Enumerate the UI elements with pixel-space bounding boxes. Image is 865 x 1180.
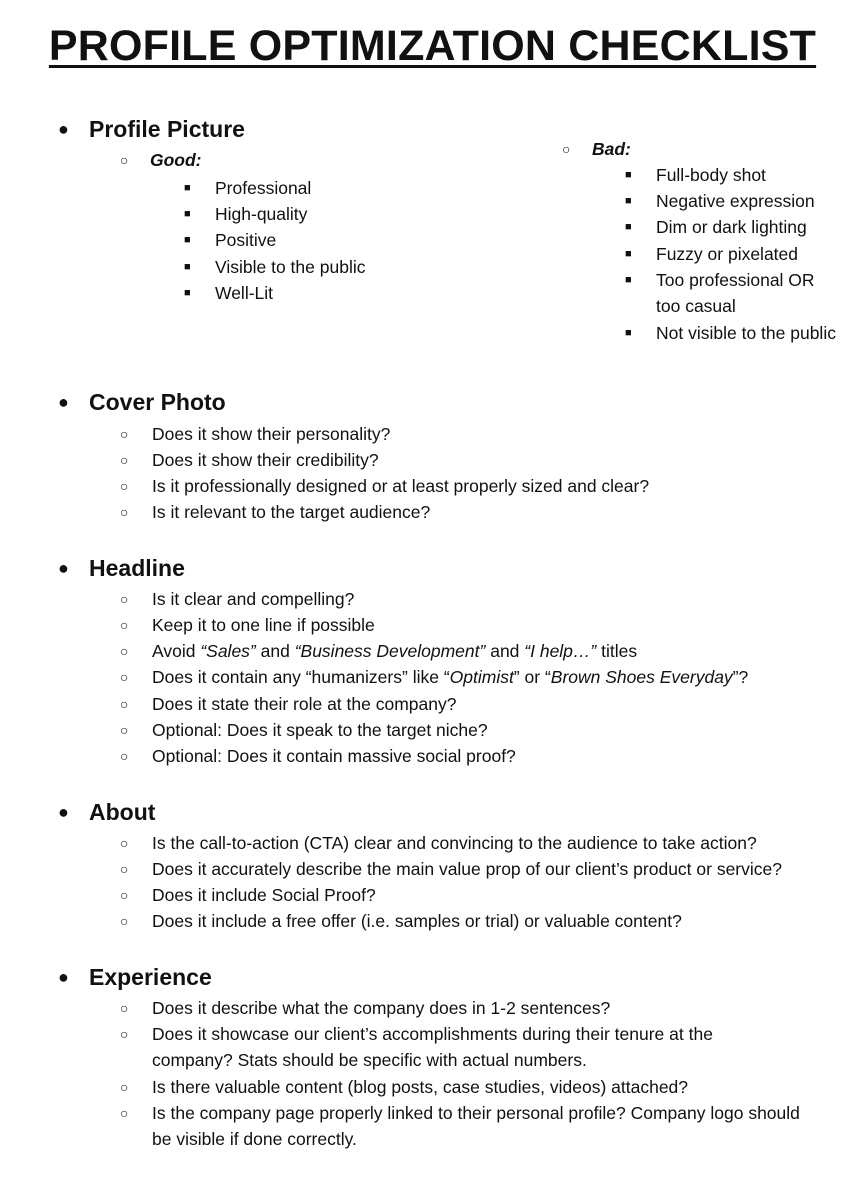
hollow-bullet-icon: ○ [120, 617, 129, 633]
bullet-icon: ● [58, 391, 69, 412]
bad-label: ○ Bad: [562, 136, 631, 162]
square-bullet-icon: ■ [625, 274, 632, 286]
hollow-bullet-icon: ○ [120, 696, 129, 712]
bullet-icon: ● [58, 118, 69, 139]
bullet-icon: ● [58, 801, 69, 822]
good-list-item: ■ High-quality [184, 201, 307, 227]
hollow-bullet-icon: ○ [120, 426, 129, 442]
good-label: ○ Good: [120, 147, 202, 173]
list-item: ○ Does it accurately describe the main value prop of our client’s product or service? [120, 856, 860, 882]
hollow-bullet-icon: ○ [120, 913, 129, 929]
hollow-bullet-icon: ○ [120, 1000, 129, 1016]
hollow-bullet-icon: ○ [120, 452, 129, 468]
hollow-bullet-icon: ○ [120, 861, 129, 877]
list-item: ○ Is there valuable content (blog posts, case studies, videos) attached? [120, 1074, 860, 1100]
square-bullet-icon: ■ [184, 208, 191, 220]
hollow-bullet-icon: ○ [120, 887, 129, 903]
section-heading-experience: ● Experience [58, 963, 212, 990]
good-list-item: ■ Positive [184, 227, 276, 253]
hollow-bullet-icon: ○ [120, 504, 129, 520]
list-item: ○ Does it contain any “humanizers” like “Optimist” or “Brown Shoes Everyday”? [120, 664, 860, 690]
bad-list-item: ■ Full-body shot [625, 162, 766, 188]
square-bullet-icon: ■ [625, 327, 632, 339]
hollow-bullet-icon: ○ [120, 1105, 129, 1121]
hollow-bullet-icon: ○ [120, 722, 129, 738]
bad-list-item: ■ Fuzzy or pixelated [625, 241, 798, 267]
square-bullet-icon: ■ [625, 248, 632, 260]
section-heading-about: ● About [58, 798, 156, 825]
bad-list-item: ■ Too professional OR too casual [625, 267, 835, 320]
hollow-bullet-icon: ○ [120, 643, 129, 659]
bad-list-item: ■ Not visible to the public [625, 320, 836, 346]
list-item: ○ Is it professionally designed or at least properly sized and clear? [120, 473, 860, 499]
hollow-bullet-icon: ○ [562, 141, 571, 157]
hollow-bullet-icon: ○ [120, 1026, 129, 1042]
section-heading-headline: ● Headline [58, 554, 185, 581]
square-bullet-icon: ■ [625, 221, 632, 233]
list-item: ○ Does it include a free offer (i.e. samples or trial) or valuable content? [120, 908, 860, 934]
hollow-bullet-icon: ○ [120, 669, 129, 685]
bad-list-item: ■ Dim or dark lighting [625, 214, 807, 240]
square-bullet-icon: ■ [184, 182, 191, 194]
bad-list-item: ■ Negative expression [625, 188, 815, 214]
square-bullet-icon: ■ [184, 287, 191, 299]
square-bullet-icon: ■ [625, 169, 632, 181]
good-list-item: ■ Visible to the public [184, 254, 365, 280]
page-title: PROFILE OPTIMIZATION CHECKLIST [48, 22, 817, 70]
bullet-icon: ● [58, 966, 69, 987]
list-item: ○ Does it include Social Proof? [120, 882, 860, 908]
hollow-bullet-icon: ○ [120, 152, 129, 168]
hollow-bullet-icon: ○ [120, 748, 129, 764]
hollow-bullet-icon: ○ [120, 835, 129, 851]
good-list-item: ■ Professional [184, 175, 311, 201]
section-heading-profile-picture: ● Profile Picture [58, 115, 245, 142]
square-bullet-icon: ■ [625, 195, 632, 207]
list-item: ○ Does it show their personality? [120, 421, 860, 447]
list-item: ○ Does it state their role at the company? [120, 691, 860, 717]
list-item: ○ Does it describe what the company does in 1-2 sentences? [120, 995, 860, 1021]
hollow-bullet-icon: ○ [120, 1079, 129, 1095]
bullet-icon: ● [58, 557, 69, 578]
section-heading-cover-photo: ● Cover Photo [58, 388, 226, 415]
list-item: ○ Optional: Does it speak to the target niche? [120, 717, 860, 743]
list-item: ○ Does it show their credibility? [120, 447, 860, 473]
list-item: ○ Keep it to one line if possible [120, 612, 860, 638]
list-item: ○ Is the call-to-action (CTA) clear and convincing to the audience to take action? [120, 830, 860, 856]
good-list-item: ■ Well-Lit [184, 280, 273, 306]
list-item: ○ Does it showcase our client’s accomplishments during their tenure at the company? Stats should be specific with actual numbers. [120, 1021, 780, 1074]
list-item: ○ Is the company page properly linked to their personal profile? Company logo should be visible if done correctly. [120, 1100, 810, 1153]
square-bullet-icon: ■ [184, 234, 191, 246]
list-item: ○ Avoid “Sales” and “Business Development” and “I help…” titles [120, 638, 860, 664]
hollow-bullet-icon: ○ [120, 478, 129, 494]
list-item: ○ Is it relevant to the target audience? [120, 499, 860, 525]
list-item: ○ Optional: Does it contain massive social proof? [120, 743, 860, 769]
hollow-bullet-icon: ○ [120, 591, 129, 607]
square-bullet-icon: ■ [184, 261, 191, 273]
list-item: ○ Is it clear and compelling? [120, 586, 860, 612]
